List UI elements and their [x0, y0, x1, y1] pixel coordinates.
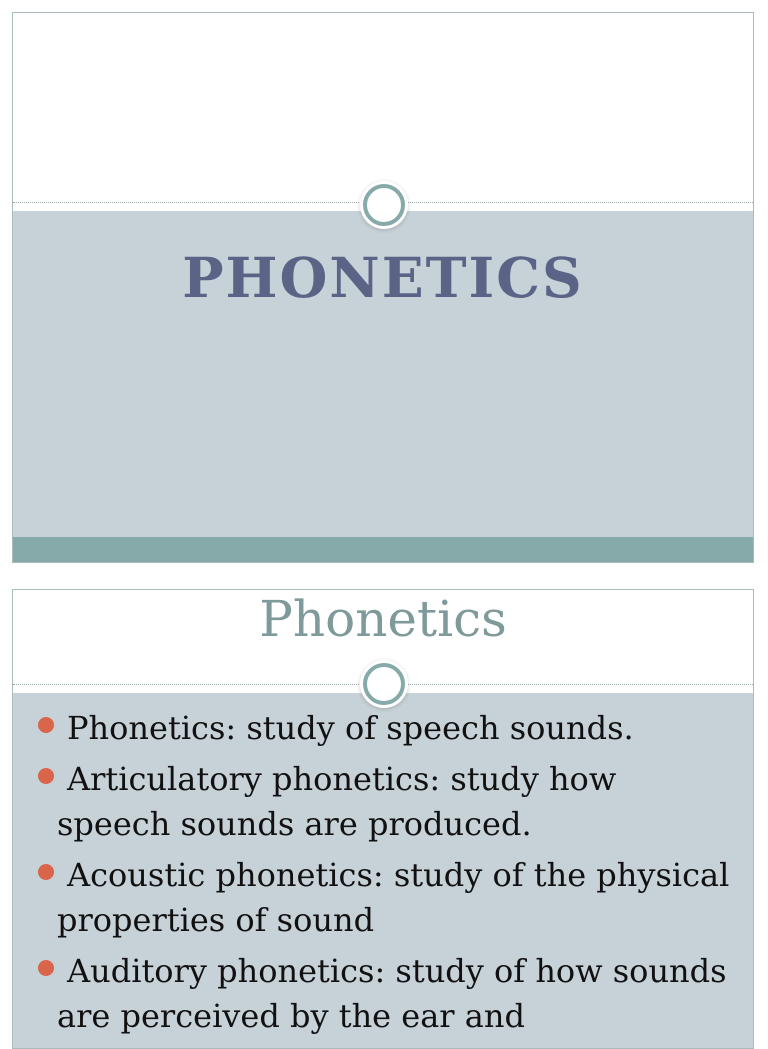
bullet-text: Phonetics: study of speech sounds.	[67, 709, 634, 747]
bullet-item	[13, 706, 753, 751]
circle-ornament-icon	[363, 184, 405, 226]
bullet-dot-icon	[38, 864, 54, 880]
bullet-text: Acoustic phonetics: study of the physical properties of sound	[57, 856, 730, 939]
circle-ornament-icon	[363, 663, 405, 705]
bullet-text: Auditory phonetics: study of how sounds are perceived by the ear and	[57, 952, 727, 1035]
title-slide-header-area	[13, 13, 753, 204]
content-slide	[12, 589, 754, 1049]
bullet-item	[13, 757, 753, 847]
bullet-dot-icon	[38, 960, 54, 976]
bullet-item	[13, 949, 753, 1039]
footer-band	[13, 537, 753, 563]
slide-title: PHONETICS	[182, 245, 584, 310]
bullet-text: Articulatory phonetics: study how speech sounds are produced.	[57, 760, 617, 843]
bullet-item	[13, 853, 753, 943]
slide-heading: Phonetics	[259, 590, 507, 648]
bullet-dot-icon	[38, 768, 54, 784]
bullet-list	[13, 706, 753, 1045]
title-slide	[12, 12, 754, 563]
bullet-dot-icon	[38, 717, 54, 733]
